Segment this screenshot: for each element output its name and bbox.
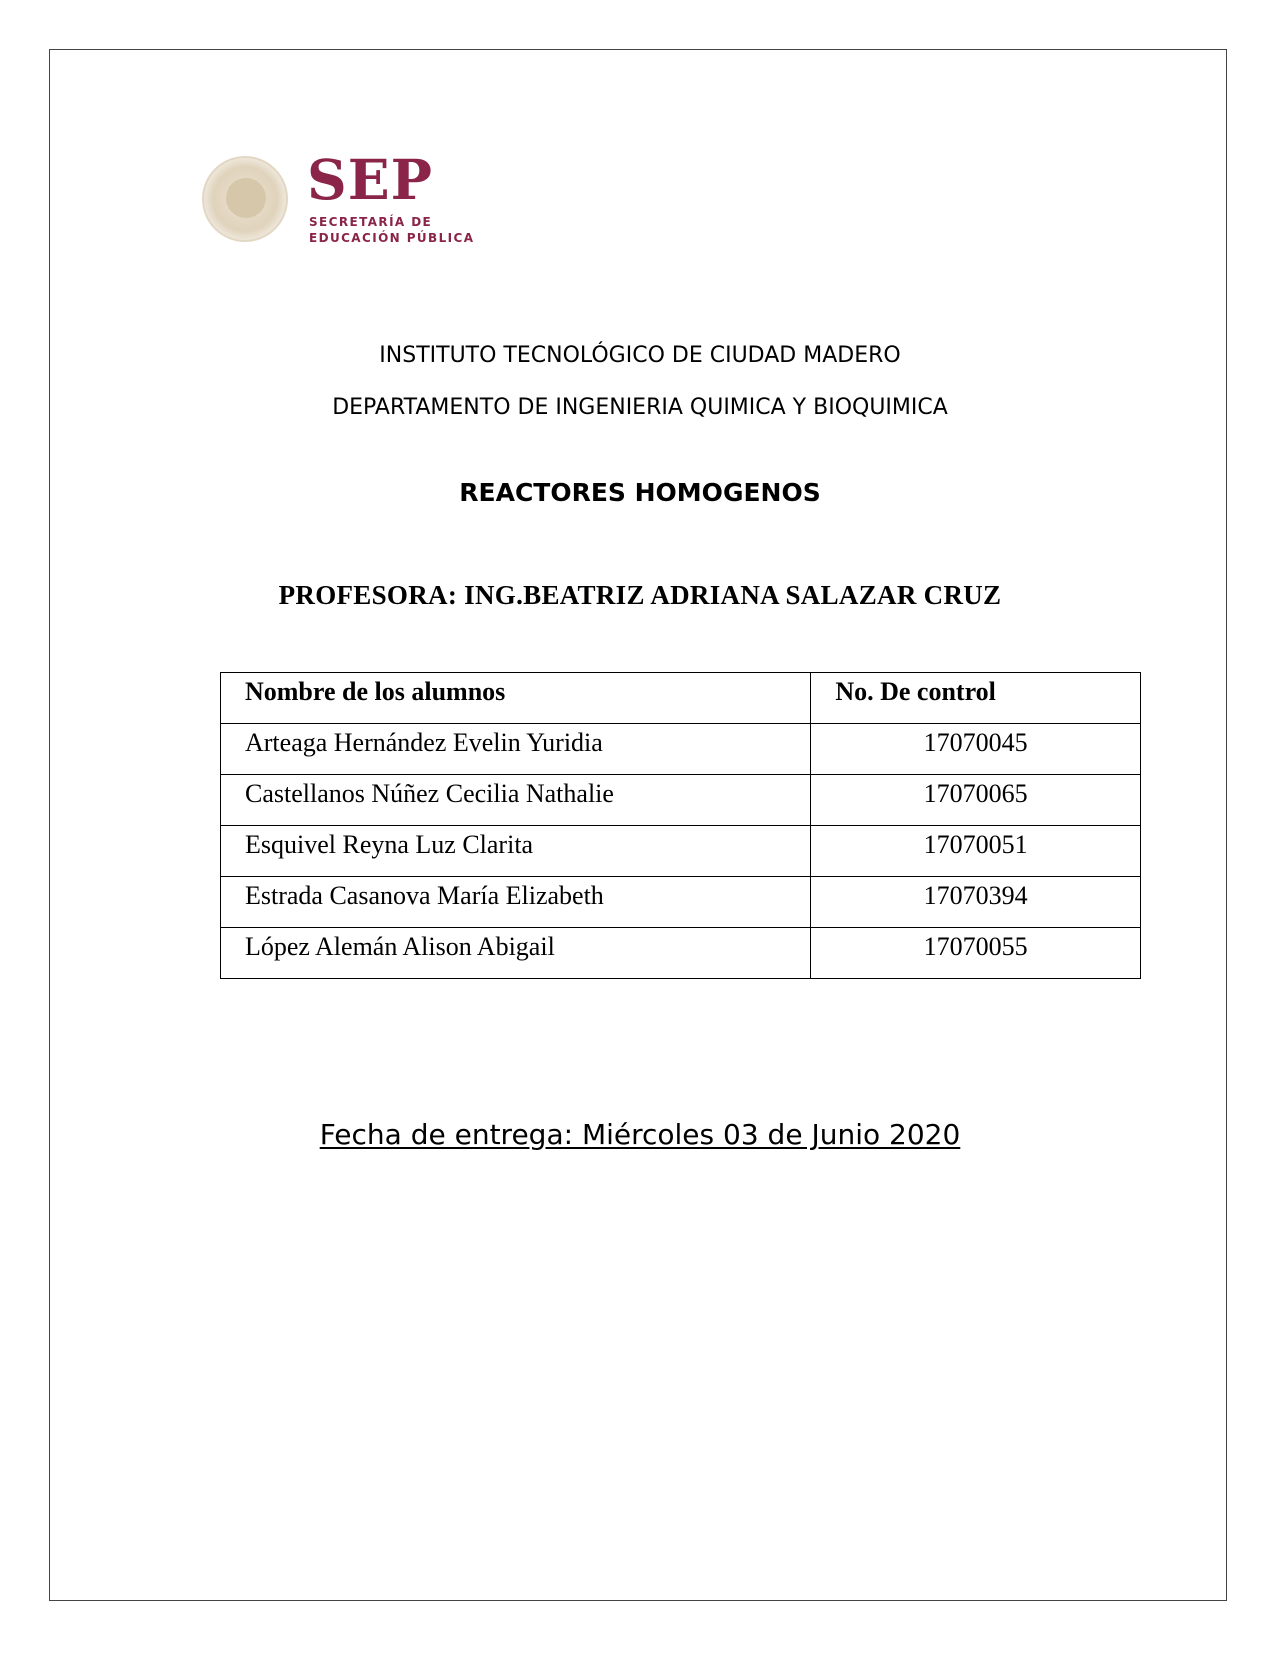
header-name: Nombre de los alumnos [221, 673, 811, 724]
student-name: Estrada Casanova María Elizabeth [221, 877, 811, 928]
students-table [220, 672, 1141, 979]
student-name: Esquivel Reyna Luz Clarita [221, 826, 811, 877]
logo-subtitle: SECRETARÍA DE EDUCACIÓN PÚBLICA [309, 215, 475, 245]
student-name: López Alemán Alison Abigail [221, 928, 811, 979]
teacher-line: PROFESORA: ING.BEATRIZ ADRIANA SALAZAR CRUZ [278, 580, 1002, 610]
student-control-number: 17070394 [811, 877, 1141, 928]
table-row [221, 928, 1141, 979]
table-row [221, 877, 1141, 928]
student-control-number: 17070055 [811, 928, 1141, 979]
subject-title: REACTORES HOMOGENOS [459, 478, 821, 507]
national-seal-icon [202, 156, 288, 242]
student-name: Castellanos Núñez Cecilia Nathalie [221, 775, 811, 826]
due-date: Fecha de entrega: Miércoles 03 de Junio 2020 [319, 1118, 961, 1151]
table-header-row [221, 673, 1141, 724]
student-control-number: 17070065 [811, 775, 1141, 826]
sep-logo [198, 147, 488, 248]
header-control: No. De control [811, 673, 1141, 724]
student-control-number: 17070045 [811, 724, 1141, 775]
student-control-number: 17070051 [811, 826, 1141, 877]
student-name: Arteaga Hernández Evelin Yuridia [221, 724, 811, 775]
table-row [221, 826, 1141, 877]
table-row [221, 775, 1141, 826]
department-title: DEPARTAMENTO DE INGENIERIA QUIMICA Y BIOQUIMICA [332, 395, 948, 420]
table-row [221, 724, 1141, 775]
institution-title: INSTITUTO TECNOLÓGICO DE CIUDAD MADERO [379, 343, 901, 368]
logo-name: SEP [307, 147, 433, 212]
